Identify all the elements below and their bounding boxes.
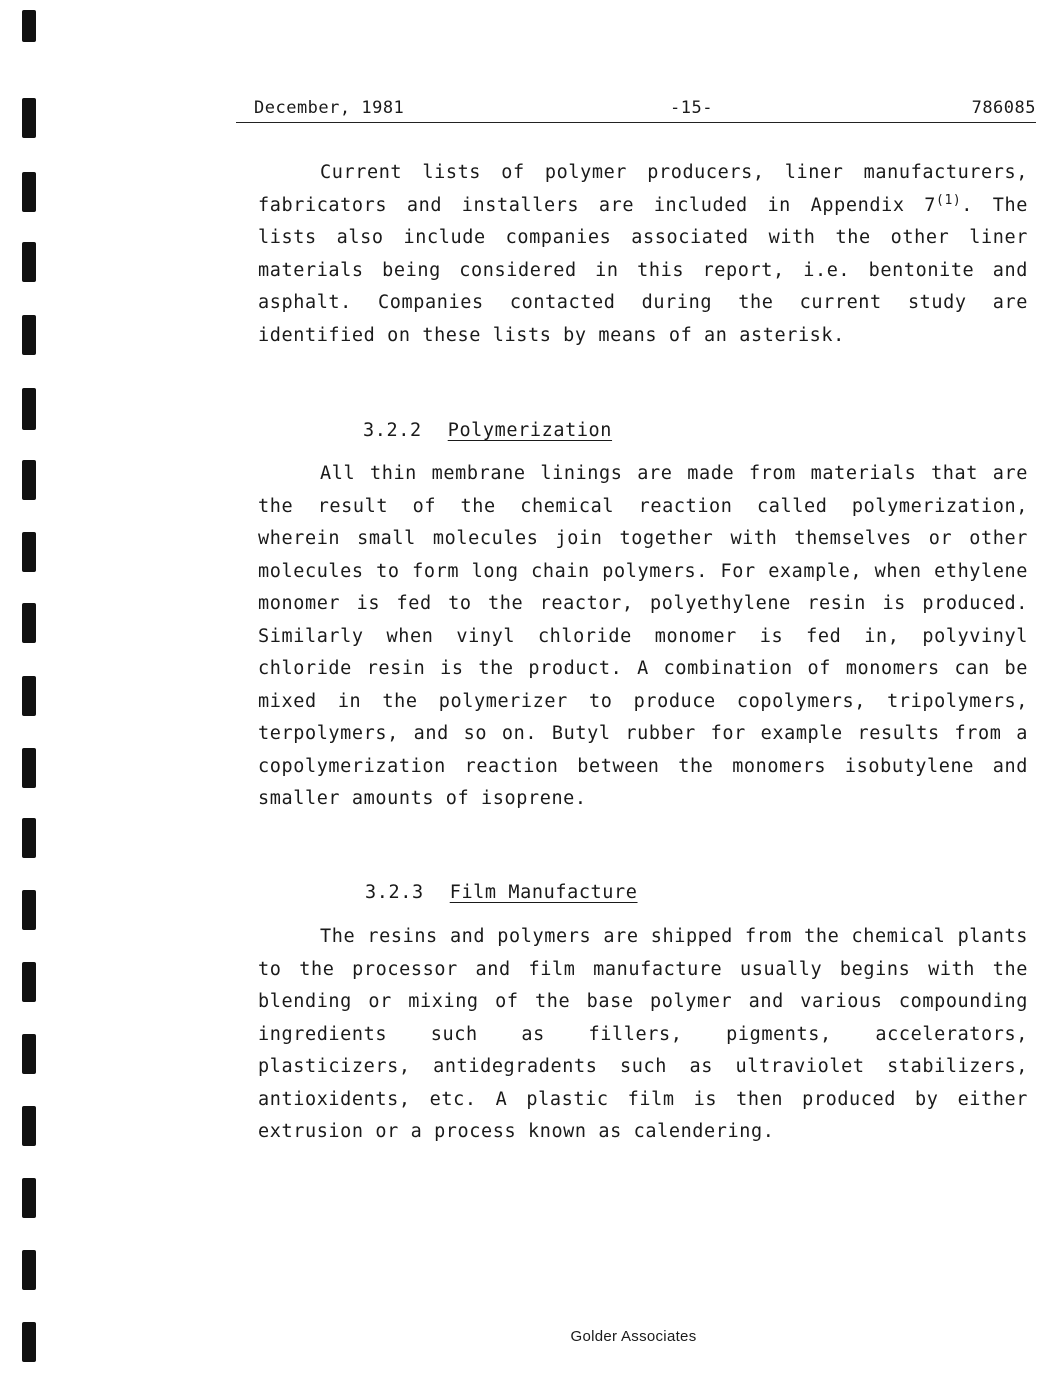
section-heading-film-manufacture (365, 882, 638, 903)
intro-text-continued: . The lists also include companies associated with the other liner materials being considered in this report, i.e. bentonite and asphalt. Companies contacted during the current study are identified on these lists by means of an asterisk. (258, 194, 1028, 346)
reference-superscript: (1) (936, 192, 962, 208)
binding-hole (22, 532, 36, 572)
binding-hole (22, 460, 36, 500)
binding-hole (22, 603, 36, 643)
binding-hole (22, 1250, 36, 1290)
binding-hole (22, 388, 36, 430)
binding-hole (22, 818, 36, 858)
binding-hole (22, 890, 36, 930)
binding-hole (22, 10, 36, 42)
page-number: -15- (670, 98, 713, 118)
page-header (236, 96, 1036, 123)
polymerization-paragraph (258, 458, 1028, 816)
section-number: 3.2.3 (365, 882, 424, 903)
binding-hole (22, 172, 36, 212)
section-heading-polymerization (363, 420, 612, 441)
polymerization-text: All thin membrane linings are made from materials that are the result of the chemical reaction called polymerization, wherein small molecules join together with themselves or other molecules to form long chain polymers. For example, when ethylene monomer is fed to the reactor, polyethylene resin is produced. Similarly when vinyl chloride monomer is fed in, polyvinyl chloride resin is the product. A combination of monomers can be mixed in the polymerizer to produce copolymers, tripolymers, terpolymers, and so on. Butyl rubber for example results from a copolymerization reaction between the monomers isobutylene and smaller amounts of isoprene. (258, 463, 1028, 809)
binding-hole (22, 242, 36, 282)
intro-text: Current lists of polymer producers, liner manufacturers, fabricators and installers are included in Appendix 7 (258, 162, 1028, 216)
document-number: 786085 (971, 98, 1036, 118)
footer-company: Golder Associates (570, 1328, 697, 1345)
section-title: Film Manufacture (449, 882, 638, 903)
section-title: Polymerization (447, 420, 613, 441)
film-manufacture-paragraph (258, 921, 1028, 1149)
binding-hole (22, 1178, 36, 1218)
binding-hole (22, 315, 36, 355)
binding-hole (22, 98, 36, 138)
film-text: The resins and polymers are shipped from the chemical plants to the processor and film manufacture usually begins with the blending or mixing of the base polymer and various compounding ingredients such as fillers, pigments, accelerators, plasticizers, antidegradents such as ultraviolet stabilizers, antioxidents, etc. A plastic film is then produced by either extrusion or a process known as calendering. (258, 926, 1028, 1142)
binding-holes (22, 0, 36, 1380)
binding-hole (22, 1034, 36, 1074)
header-date: December, 1981 (254, 98, 405, 118)
binding-hole (22, 1106, 36, 1146)
binding-hole (22, 676, 36, 716)
intro-paragraph (258, 157, 1028, 352)
binding-hole (22, 962, 36, 1002)
page-footer (0, 1328, 1063, 1345)
binding-hole (22, 748, 36, 788)
section-number: 3.2.2 (363, 420, 422, 441)
